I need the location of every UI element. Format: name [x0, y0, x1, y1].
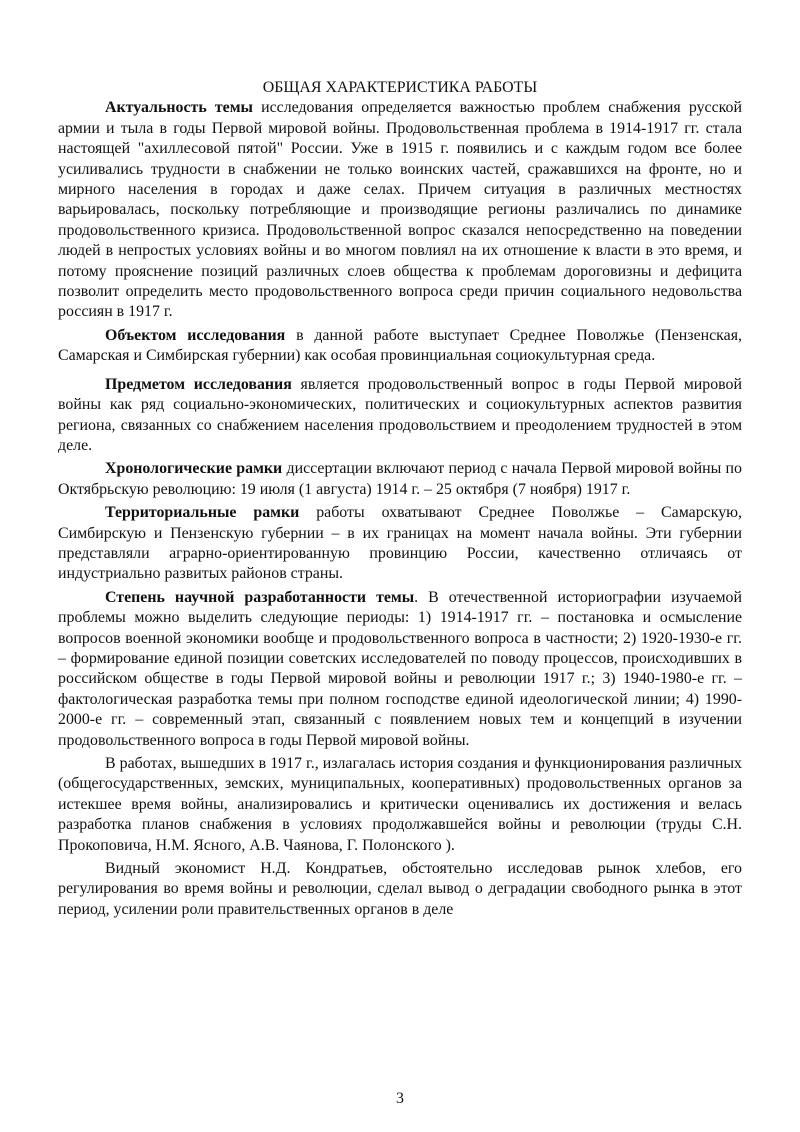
- paragraph-text: диссертации включают период с начала Первой мировой войны по Октябрьскую революцию: 19 июля (1 августа) 1914 г. – 25 октября (7 ноября) 1917 г.: [58, 460, 742, 498]
- paragraph-subject: [58, 375, 742, 457]
- paragraph-works-1917: [58, 754, 742, 856]
- paragraph-relevance: [58, 98, 742, 322]
- section-title: ОБЩАЯ ХАРАКТЕРИСТИКА РАБОТЫ: [262, 79, 538, 96]
- paragraph-historiography: [58, 588, 742, 751]
- paragraph-text: Видный экономист Н.Д. Кондратьев, обстоятельно исследовав рынок хлебов, его регулирования во время войны и революции, сделал вывод о деградации свободного рынка в этот период, усилении роли правительственных органов в деле: [58, 860, 742, 918]
- paragraph-lead: Объектом исследования: [105, 326, 286, 344]
- paragraph-kondratiev: [58, 859, 742, 920]
- paragraph-lead: Территориальные рамки: [105, 504, 300, 522]
- paragraph-territory: [58, 503, 742, 585]
- paragraph-lead: Актуальность темы: [105, 99, 253, 117]
- paragraph-lead: Степень научной разработанности темы: [105, 588, 415, 606]
- paragraph-lead: Предметом исследования: [105, 375, 292, 393]
- paragraph-text: работы охватывают Среднее Поволжье – Самарскую, Симбирскую и Пензенскую губернии – в их границах на момент начала войны. Эти губернии представляли аграрно-ориентированную провинцию России, качественно отличаясь от индустриально развитых районов страны.: [58, 504, 742, 583]
- paragraph-object: [58, 326, 742, 367]
- page-number: 3: [396, 1090, 404, 1107]
- paragraph-text: В работах, вышедших в 1917 г., излагалась история создания и функционирования различных (общегосударственных, земских, муниципальных, кооперативных) продовольственных органов за истекшее время войны, анализировались и критически оценивались их достижения и велась разработка планов снабжения в условиях продолжавшейся войны и революции (труды С.Н. Прокоповича, Н.М. Ясного, А.В. Чаянова, Г. Полонского ).: [58, 755, 742, 854]
- paragraph-text: в данной работе выступает Среднее Поволжье (Пензенская, Самарская и Симбирская губернии) как особая провинциальная социокультурная среда.: [58, 326, 743, 365]
- paragraph-text: . В отечественной историографии изучаемой проблемы можно выделить следующие периоды: 1) 1914-1917 гг. – постановка и осмысление вопросов военной экономики вообще и продовольственного вопроса в частности; 2) 1920-1930-е гг. – формирование единой позиции советских исследователей по поводу процессов, происходивших в российском обществе в годы Первой мировой войны и революции 1917 г.; 3) 1940-1980-е гг. – фактологическая разработка темы при полном господстве единой идеологической линии; 4) 1990-2000-е гг. – современный этап, связанный с появлением новых тем и концепций в изучении продовольственного вопроса в годы Первой мировой войны.: [58, 588, 743, 749]
- body-text: [58, 78, 742, 920]
- paragraph-text: исследования определяется важностью проблем снабжения русской армии и тыла в годы Первой мировой войны. Продовольственная проблема в 1914-1917 гг. стала настоящей "ахиллесовой пятой" России. Уже в 1915 г. появились и с каждым годом все более усиливались трудности в снабжении не только воинских частей, сражавшихся на фронте, но и мирного населения в городах и даже селах. Причем ситуация в различных местностях варьировалась, поскольку потребляющие и производящие регионы различались по динамике продовольственного кризиса. Продовольственной вопрос сказался непосредственно на поведении людей в непростых условиях войны и во многом повлиял на их отношение к власти в это время, и потому прояснение позиций различных слоев общества к проблемам дороговизны и дефицита позволит определить место продовольственного вопроса среди причин социального недовольства россиян в 1917 г.: [58, 99, 742, 321]
- paragraph-chronology: [58, 459, 742, 500]
- paragraph-lead: Хронологические рамки: [105, 460, 283, 478]
- paragraph-text: является продовольственный вопрос в годы Первой мировой войны как ряд социально-экономических, политических и социокультурных аспектов развития региона, связанных со снабжением населения продовольствием и преодолением трудностей в этом деле.: [58, 375, 742, 454]
